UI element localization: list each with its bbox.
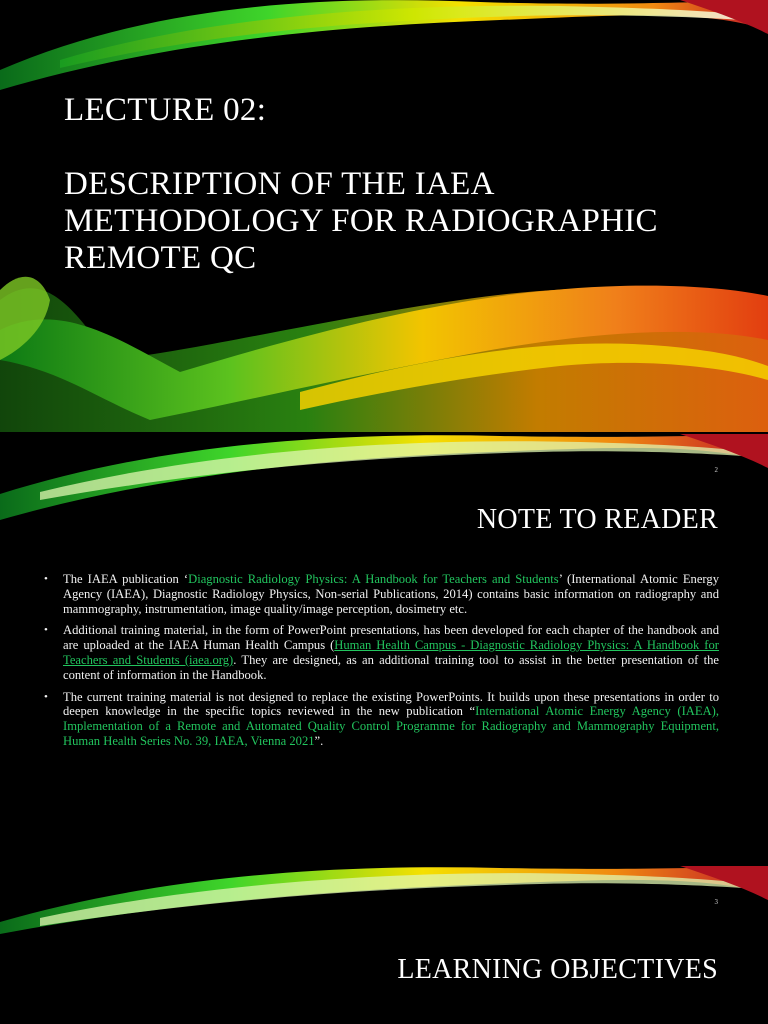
lecture-number: LECTURE 02:	[64, 92, 267, 128]
lecture-title	[64, 92, 724, 277]
lecture-subtitle: DESCRIPTION OF THE IAEA METHODOLOGY FOR RADIOGRAPHIC REMOTE QC	[64, 166, 658, 276]
bullet-item: • The current training material is not designed to replace the existing PowerPoints. It builds upon these presentations in order to deepen knowledge in the specific topics reviewed in the new publication “International Atomic Energy Agency (IAEA), Implementation of a Remote and Automated Quality Control Programme for Radiography and Mammography Equipment, Human Health Series No. 39, IAEA, Vienna 2021”.	[44, 690, 719, 749]
bullet-item: • Additional training material, in the form of PowerPoint presentations, has been developed for each chapter of the handbook and are uploaded at the IAEA Human Health Campus (Human Health Campus - Diagnostic Radiology Physics: A Handbook for Teachers and Students (iaea.org). They are designed, as an additional training tool to assist in the better presentation of the content of information in the Handbook.	[44, 623, 719, 682]
slide-heading: LEARNING OBJECTIVES	[397, 954, 718, 985]
bullet-list	[44, 572, 719, 756]
page-number: 2	[714, 466, 718, 474]
publication-reference: International Atomic Energy Agency (IAEA), Implementation of a Remote and Automated Quality Control Programme for Radiography and Mammography Equipment, Human Health Series No. 39, IAEA, Vienna 2021	[63, 704, 719, 748]
page-number: 3	[714, 898, 718, 906]
swoosh-decoration-header	[0, 866, 768, 936]
slide-heading: NOTE TO READER	[476, 504, 718, 535]
human-health-campus-link[interactable]: Human Health Campus - Diagnostic Radiology Physics: A Handbook for Teachers and Students (iaea.org)	[63, 638, 719, 667]
slide-3	[0, 866, 768, 1024]
bullet-item: • The IAEA publication ‘Diagnostic Radiology Physics: A Handbook for Teachers and Students’ (International Atomic Energy Agency (IAEA), Diagnostic Radiology Physics, Non-serial Publications, 2014) contains basic information on radiography and mammography, instrumentation, image quality/image perception, dosimetry etc.	[44, 572, 719, 616]
slide-1	[0, 0, 768, 432]
slide-2	[0, 434, 768, 866]
publication-reference: Diagnostic Radiology Physics: A Handbook for Teachers and Students	[188, 572, 559, 586]
